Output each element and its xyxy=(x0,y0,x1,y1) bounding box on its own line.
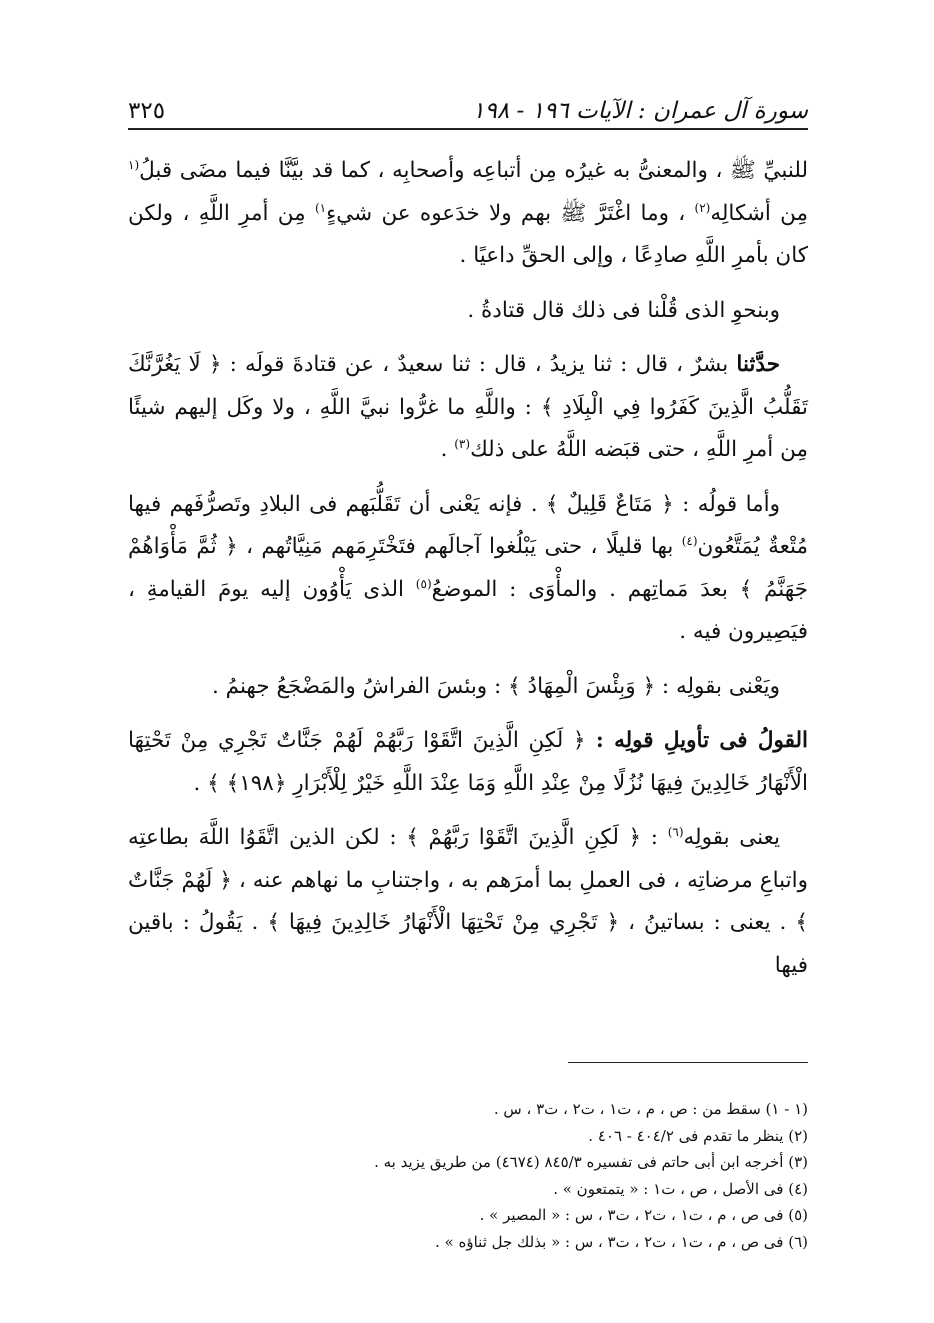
running-title: سورة آل عمران : الآيات ١٩٦ - ١٩٨ xyxy=(472,98,808,124)
text-segment: : واللَّهِ ما غرُّوا نبيَّ اللَّهِ ، ولا وكَل إليهم شيئًا مِن أمرِ اللَّهِ ، حتى قبَضه اللَّهُ على ذلك xyxy=(128,394,808,462)
text-segment: بها قليلًا ، حتى يَبْلُغوا آجالَهم فتَخْتَرِمَهم مَنِيَّاتُهم ، xyxy=(237,534,682,559)
text-segment: الذى يَأْوُون إليه يومَ القيامةِ ، فيَصِيرون فيه . xyxy=(128,576,808,644)
quran-quote: ﴿ وَبِئْسَ الْمِهَادُ ﴾ xyxy=(508,673,656,699)
text-segment: مِن أشكالِه xyxy=(710,200,808,226)
footnote-item: (٤) فى الأصل ، ص ، ت١ : « يتمتعون » . xyxy=(553,1179,808,1198)
quran-quote: ﴿ ثُمَّ مَأْوَاهُمْ جَهَنَّمُ ﴾ xyxy=(128,534,808,602)
footnote-ref: (٢) xyxy=(694,200,711,215)
text-segment: . فإنه يَعْنى أن تَقَلُّبَهم فى البلادِ وتَصرُّفَهم فيها مُتْعةٌ يُمَتَّعُون xyxy=(128,491,808,559)
page-number: ٣٢٥ xyxy=(128,98,166,124)
text-segment: . xyxy=(193,770,208,796)
footnote-item: (٥) فى ص ، م ، ت١ ، ت٢ ، ت٣ ، س : « المصير » . xyxy=(479,1206,808,1224)
text-segment: بشرٌ ، قال : ثنا يزيدُ ، قال : ثنا سعيدٌ ، عن قتادةَ قولَه : xyxy=(221,352,737,377)
quran-quote: ﴿ لَكِنِ الَّذِينَ اتَّقَوْا رَبَّهُمْ لَهُمْ جَنَّاتٌ تَجْرِي مِنْ تَحْتِهَا الْأَنْهَارُ خَالِدِينَ فِيهَا نُزُلًا مِنْ عِنْدِ اللَّهِ وَمَا عِنْدَ اللَّهِ خَيْرٌ لِلْأَبْرَارِ ﴿١٩٨﴾ ﴾ xyxy=(128,728,808,796)
footnote-item: (٦) فى ص ، م ، ت١ ، ت٢ ، ت٣ ، س : « بذلك جل ثناؤه » . xyxy=(435,1232,808,1251)
text-segment: . يعنى : بساتينُ ، xyxy=(619,910,796,935)
paragraph-p7 xyxy=(128,817,808,987)
footnote-item: (٣) أخرجه ابن أبى حاتم فى تفسيره ٨٤٥/٣ (٤٦٧٤) من طريق يزيد به . xyxy=(374,1153,808,1171)
footnote-item: (٢) ينظر ما تقدم فى ٤٠٤/٢ - ٤٠٦ . xyxy=(588,1126,808,1145)
running-header xyxy=(128,84,808,124)
text-segment: : وبئسَ الفراشُ والمَضْجَعُ جهنمُ . xyxy=(211,673,509,699)
text-segment: وأما قولُه : xyxy=(673,491,780,517)
footnote-ref: (٦) xyxy=(667,824,684,839)
quran-quote: ﴿ لَكِنِ الَّذِينَ اتَّقَوْا رَبَّهُمْ ﴾ xyxy=(406,825,642,850)
quran-quote: ﴿ تَجْرِي مِنْ تَحْتِهَا الْأَنْهَارُ خَالِدِينَ فِيهَا ﴾ xyxy=(267,910,620,935)
footnote-ref: ١) xyxy=(314,200,327,215)
text-segment: : لكن الذين اتَّقَوُا اللَّهَ بطاعتِه واتباعِ مرضاتِه ، فى العملِ بما أمرَهم به ، واجتنابِ ما نهاهم عنه ، xyxy=(128,825,808,893)
footnote-item: (١ - ١) سقط من : ص ، م ، ت١ ، ت٢ ، ت٣ ، س . xyxy=(493,1100,808,1118)
text-segment: . يَقُولُ : باقين فيها xyxy=(128,910,808,978)
text-segment: مِن أمرِ اللَّهِ ، ولكن كان بأمرِ اللَّهِ صادِعًا ، وإلى الحقِّ داعيًا . xyxy=(128,200,808,268)
header-rule xyxy=(128,128,808,130)
paragraph-p1 xyxy=(128,150,808,278)
text-segment: بعدَ مَماتِهم . والمأْوَى : الموضعُ xyxy=(431,576,740,602)
footnote-ref: (٤) xyxy=(681,533,698,548)
heading-text: حدَّثنا xyxy=(736,352,780,377)
text-segment: للنبيِّ ﷺ ، والمعنىُّ به غيرُه مِن أتباعِه وأصحابِه ، كما قد بيَّنَّا فيما مضَى قبلُ xyxy=(139,158,808,183)
quran-quote: ﴿ لَا يَغُرَّنَّكَ تَقَلُّبُ الَّذِينَ كَفَرُوا فِي الْبِلَادِ ﴾ xyxy=(128,352,808,420)
paragraph-p2 xyxy=(128,290,808,333)
footnotes xyxy=(128,1096,808,1255)
footnote-rule xyxy=(568,1062,808,1063)
text-segment: يعنى بقولِه xyxy=(683,825,780,850)
text-segment: وبنحوِ الذى قُلْنا فى ذلك قال قتادةُ . xyxy=(467,297,780,323)
paragraph-p4 xyxy=(128,484,808,654)
footnote-ref: (١ xyxy=(128,157,140,172)
main-text xyxy=(128,150,808,999)
footnote-ref: (٥) xyxy=(415,576,432,591)
text-segment: . xyxy=(440,437,455,462)
paragraph-p5 xyxy=(128,666,808,709)
heading-text: القولُ فى تأويلِ قولِه : xyxy=(585,728,808,753)
text-segment: : xyxy=(641,825,668,850)
quran-quote: ﴿ مَتَاعٌ قَلِيلٌ ﴾ xyxy=(545,491,674,517)
paragraph-p3 xyxy=(128,344,808,472)
footnote-ref: (٣) xyxy=(454,436,471,451)
paragraph-p6 xyxy=(128,720,808,805)
quran-quote: ﴿ لَهُمْ جَنَّاتٌ ﴾ xyxy=(128,867,809,935)
text-segment: ويَعْنى بقولِه : xyxy=(655,673,780,699)
text-segment: ، وما اغْتَرَّ ﷺ بهم ولا خدَعوه عن شيءٍ xyxy=(326,200,695,226)
